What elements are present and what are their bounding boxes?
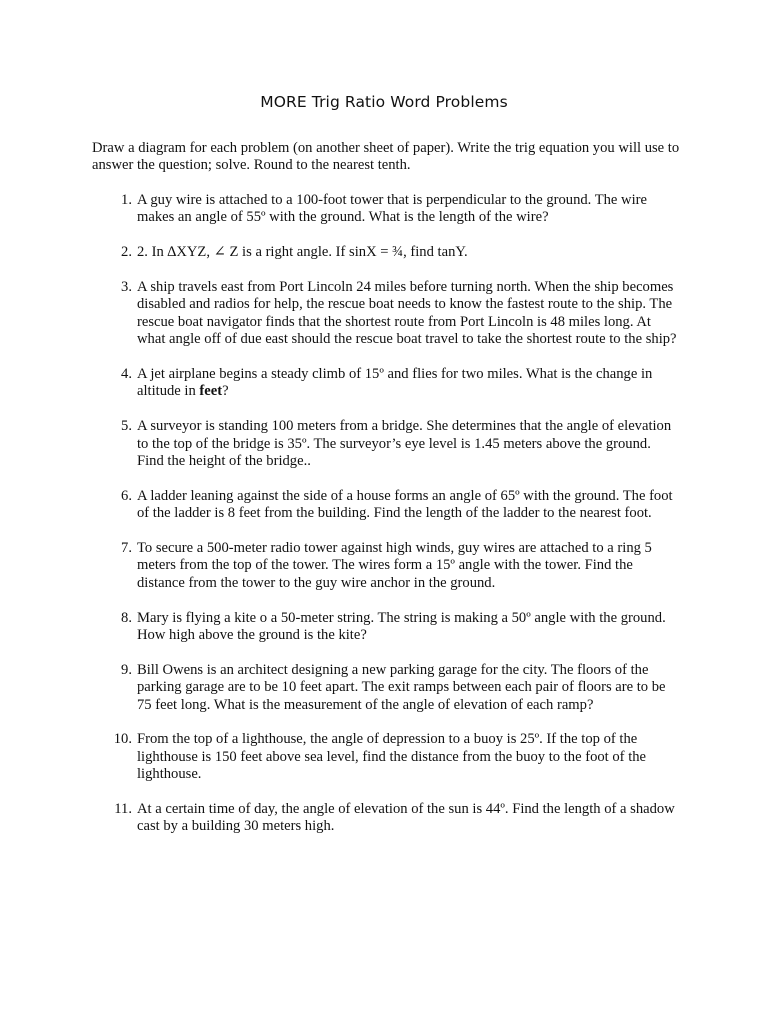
problem-number: 10. xyxy=(113,731,132,748)
worksheet-title: MORE Trig Ratio Word Problems xyxy=(260,93,508,111)
problem-number: 3. xyxy=(121,279,132,295)
problem-list xyxy=(0,192,768,853)
problem-number: 4. xyxy=(121,366,132,383)
instructions: Draw a diagram for each problem (on another sheet of paper). Write the trig equation you will use to answer the question; solve. Round to the nearest tenth. xyxy=(92,140,680,174)
problem-item xyxy=(0,418,681,470)
problem-item xyxy=(0,192,681,227)
problem-text: At a certain time of day, the angle of elevation of the sun is 44º. Find the length of a shadow cast by a building 30 meters high. xyxy=(137,801,675,835)
problem-text: A ship travels east from Port Lincoln 24 miles before turning north. When the ship becomes disabled and radios for help, the rescue boat needs to know the fastest route to the ship. The rescue boat navigator finds that the shortest route from Port Lincoln is 48 miles long. At what angle off of due east should the rescue boat travel to take the shortest route to the ship? xyxy=(137,279,677,348)
emphasis-feet: feet xyxy=(199,383,223,400)
problem-item xyxy=(0,731,681,783)
problem-number: 5. xyxy=(121,418,132,435)
problem-text: From the top of a lighthouse, the angle of depression to a buoy is 25º. If the top of the lighthouse is 150 feet above sea level, find the distance from the buoy to the foot of the lighthouse. xyxy=(137,731,647,783)
problem-item xyxy=(0,488,681,523)
problem-text: A guy wire is attached to a 100-foot tower that is perpendicular to the ground. The wire makes an angle of 55º with the ground. What is the length of the wire? xyxy=(137,192,647,226)
problem-text: A ladder leaning against the side of a house forms an angle of 65º with the ground. The foot of the ladder is 8 feet from the building. Find the length of the ladder to the nearest foot. xyxy=(137,487,673,522)
problem-number: 2. xyxy=(121,244,132,261)
problem-number: 1. xyxy=(121,192,132,208)
problem-item xyxy=(0,244,681,261)
problem-text: Bill Owens is an architect designing a new parking garage for the city. The floors of the parking garage are to be 10 feet apart. The exit ramps between each pair of floors are to be 75 feet long. What is the measurement of the angle of elevation of each ramp? xyxy=(137,661,666,713)
problem-item xyxy=(0,540,681,592)
problem-item xyxy=(0,801,681,836)
problem-number: 7. xyxy=(121,540,132,557)
problem-number: 8. xyxy=(121,609,132,626)
problem-text: A jet airplane begins a steady climb of 15º and flies for two miles. What is the change in altitude in feet? xyxy=(137,366,653,400)
problem-text: 2. In ∆XYZ, ∠ Z is a right angle. If sinX = ¾, find tanY. xyxy=(137,244,468,261)
problem-text: A surveyor is standing 100 meters from a bridge. She determines that the angle of elevation to the top of the bridge is 35º. The surveyor’s eye level is 1.45 meters above the ground. Find the height of the bridge.. xyxy=(137,418,672,470)
problem-item xyxy=(0,279,681,349)
problem-number: 11. xyxy=(114,801,132,818)
problem-number: 6. xyxy=(121,487,132,504)
problem-number: 9. xyxy=(121,661,132,678)
problem-text: Mary is flying a kite o a 50-meter string. The string is making a 50º angle with the ground. How high above the ground is the kite? xyxy=(137,609,666,644)
problem-item xyxy=(0,366,681,401)
problem-item xyxy=(0,610,681,645)
problem-item xyxy=(0,662,681,714)
problem-text: To secure a 500-meter radio tower against high winds, guy wires are attached to a ring 5 meters from the top of the tower. The wires form a 15º angle with the tower. Find the distance from the tower to the guy wire anchor in the ground. xyxy=(137,540,652,591)
